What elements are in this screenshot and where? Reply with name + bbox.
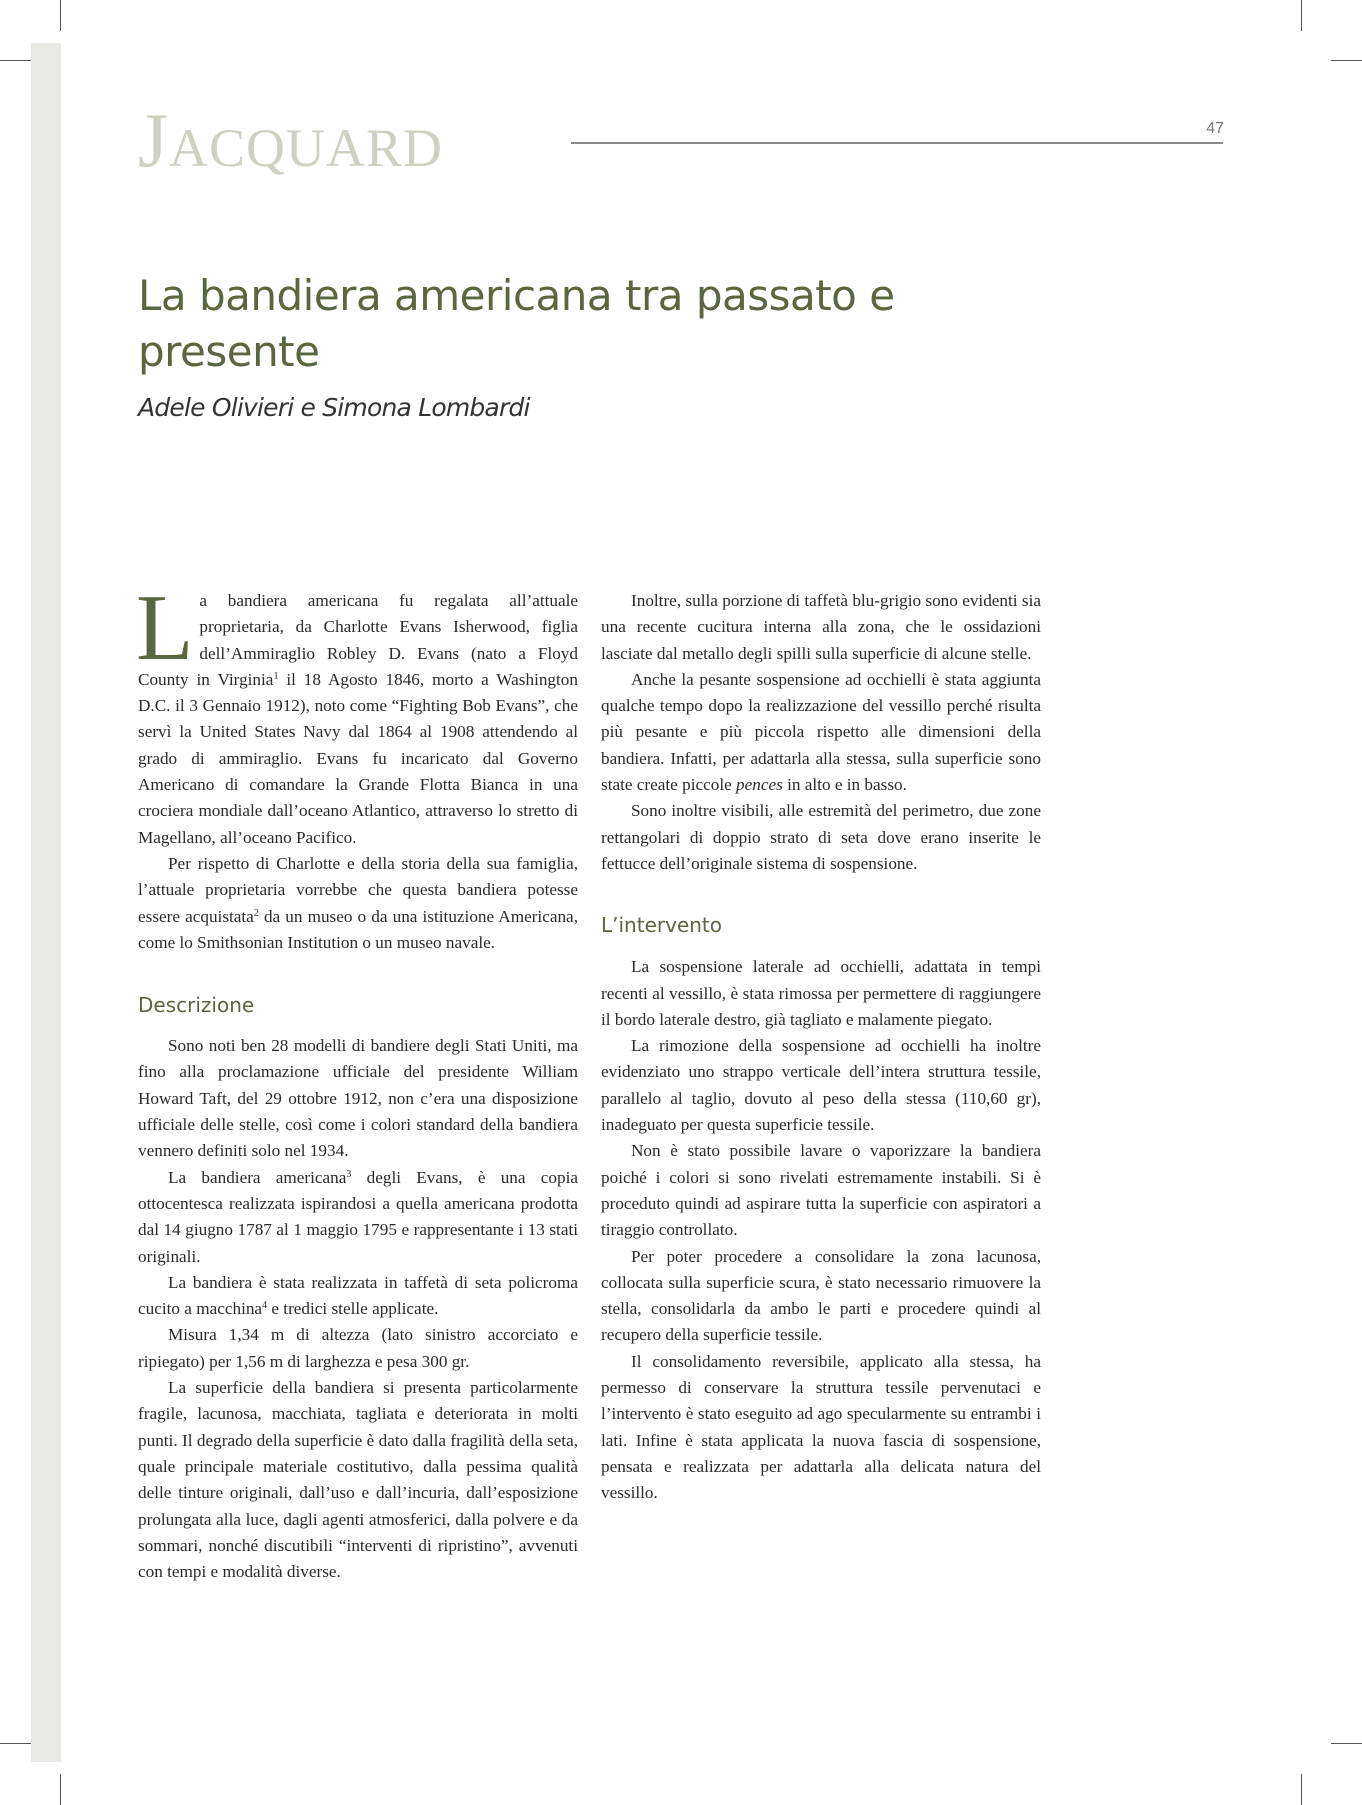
footnote-ref-3[interactable]: 3 xyxy=(346,1168,352,1180)
heading-intervento: L’intervento xyxy=(601,913,722,938)
paragraph-text: La bandiera americana xyxy=(168,1167,347,1187)
paragraph: Inoltre, sulla porzione di taffetà blu-grigio sono evidenti sia una recente cucitura interna alla zona, che le ossidazioni lasciate dal metallo degli spilli sulla superficie di alcune stelle. xyxy=(601,591,1041,663)
intro-text: a bandiera americana fu regalata all’attuale proprietaria, da Charlotte Evans Isherwood, figlia dell’Ammiraglio Robley D. Evans (nato a Floyd County in Virginia xyxy=(138,591,578,689)
paragraph: La sospensione laterale ad occhielli, adattata in tempi recenti al vessillo, è stata rimossa per permettere di raggiungere il bordo laterale destro, già tagliato e malamente piegato. xyxy=(601,957,1041,1029)
section-name: Jacquard xyxy=(138,97,443,183)
left-column xyxy=(136,576,578,1585)
paragraph: Il consolidamento reversibile, applicato alla stessa, ha permesso di conservare la struttura tessile pervenutaci e l’intervento è stato eseguito ad ago specularmente su entrambi i lati. Infine è stata applicata la nuova fascia di sospensione, pensata e realizzata per adattarla alla delicata natura del vessillo. xyxy=(601,1351,1041,1503)
paragraph xyxy=(138,851,578,956)
footnote-ref-4[interactable]: 4 xyxy=(262,1300,268,1312)
paragraph: Sono inoltre visibili, alle estremità del perimetro, due zone rettangolari di doppio strato di seta dove erano inserite le fettucce dell’originale sistema di sospensione. xyxy=(601,801,1041,873)
footnote-ref-2[interactable]: 2 xyxy=(253,907,259,919)
right-column xyxy=(601,588,1041,1507)
crop-mark xyxy=(0,1743,31,1744)
paragraph-text: in alto e in basso. xyxy=(782,775,907,795)
article-authors: Adele Olivieri e Simona Lombardi xyxy=(138,393,530,422)
drop-cap: L xyxy=(136,576,194,680)
paragraph: La rimozione della sospensione ad occhielli ha inoltre evidenziato uno strappo verticale dell’intera struttura tessile, parallelo al taglio, dovuto al peso della stessa (110,60 gr), inadeguato per questa superficie tessile. xyxy=(601,1036,1041,1135)
paragraph-text: Anche la pesante sospensione ad occhielli è stata aggiunta qualche tempo dopo la realizzazione del vessillo perché risulta più pesante e più piccola rispetto alle dimensioni della bandiera. Infatti, per adattarla alla stessa, sulla superficie sono state create piccole xyxy=(601,669,1041,795)
crop-mark xyxy=(0,60,31,61)
page-edge-strip xyxy=(31,43,61,1762)
italic-term: pences xyxy=(736,775,783,795)
paragraph: Misura 1,34 m di altezza (lato sinistro accorciato e ripiegato) per 1,56 m di larghezza e pesa 300 gr. xyxy=(138,1325,578,1371)
paragraph xyxy=(138,1165,578,1270)
crop-mark xyxy=(1301,1774,1302,1805)
crop-mark xyxy=(1301,0,1302,31)
page-number: 47 xyxy=(1206,120,1224,137)
article-title: La bandiera americana tra passato e presente xyxy=(138,271,895,376)
intro-text: il 18 Agosto 1846, morto a Washington D.C. il 3 Gennaio 1912), noto come “Fighting Bob Evans”, che servì la United States Navy dal 1864 al 1908 attendendo al grado di ammiraglio. Evans fu incaricato dal Governo Americano di comandare la Grande Flotta Bianca in una crociera mondiale dall’oceano Atlantico, attraverso lo stretto di Magellano, all’oceano Pacifico. xyxy=(138,669,578,847)
paragraph: Sono noti ben 28 modelli di bandiere degli Stati Uniti, ma fino alla proclamazione ufficiale del presidente William Howard Taft, del 29 ottobre 1912, non c’era una disposizione ufficiale delle stelle, così come i colori standard della bandiera vennero definiti solo nel 1934. xyxy=(138,1036,578,1161)
paragraph: La superficie della bandiera si presenta particolarmente fragile, lacunosa, macchiata, tagliata e deteriorata in molti punti. Il degrado della superficie è dato dalla fragilità della seta, quale principale materiale costitutivo, dalla pessima qualità delle tinture originali, dall’uso e dall’incuria, dall’esposizione prolungata alla luce, dagli agenti atmosferici, dalla polvere e da sommari, nonché discutibili “interventi di ripristino”, avvenuti con tempi e modalità diverse. xyxy=(138,1378,578,1582)
intro-paragraph xyxy=(136,576,578,851)
heading-descrizione: Descrizione xyxy=(138,993,255,1018)
paragraph-text: degli Evans, è una copia ottocentesca realizzata ispirandosi a quella americana prodotta dal 14 giugno 1787 al 1 maggio 1795 e rappresentante i 13 stati originali. xyxy=(138,1167,578,1266)
paragraph xyxy=(138,1270,578,1323)
crop-mark xyxy=(1331,60,1362,61)
paragraph-text: da un museo o da una istituzione Americana, come lo Smithsonian Institution o un museo navale. xyxy=(138,906,578,952)
crop-mark xyxy=(1331,1743,1362,1744)
header-rule xyxy=(571,142,1223,144)
paragraph xyxy=(601,667,1041,798)
crop-mark xyxy=(60,1774,61,1805)
paragraph-text: Per rispetto di Charlotte e della storia della sua famiglia, l’attuale proprietaria vorrebbe che questa bandiera potesse essere acquistata xyxy=(138,853,578,926)
paragraph-text: La bandiera è stata realizzata in taffetà di seta policroma cucito a macchina xyxy=(138,1272,578,1319)
crop-mark xyxy=(60,0,61,31)
paragraph: Non è stato possibile lavare o vaporizzare la bandiera poiché i colori si sono rivelati estremamente instabili. Si è proceduto quindi ad aspirare tutta la superficie con aspiratori a tiraggio controllato. xyxy=(601,1141,1041,1240)
footnote-ref-1[interactable]: 1 xyxy=(273,670,279,682)
paragraph-text: e tredici stelle applicate. xyxy=(267,1299,439,1319)
paragraph: Per poter procedere a consolidare la zona lacunosa, collocata sulla superficie scura, è stato necessario rimuovere la stella, consolidarla da ambo le parti e procedere quindi al recupero della superficie tessile. xyxy=(601,1246,1041,1345)
